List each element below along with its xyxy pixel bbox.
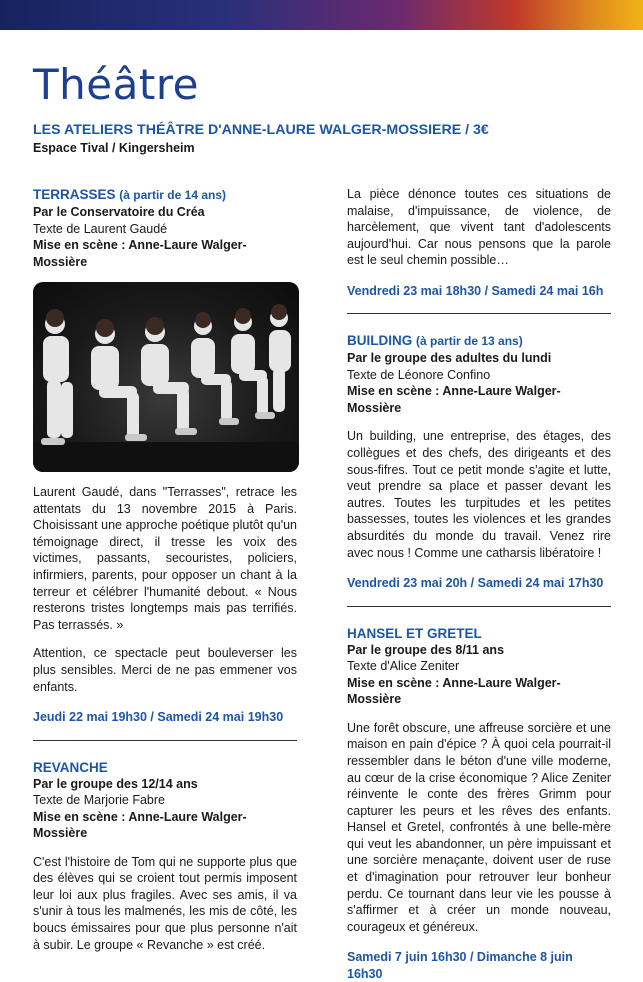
page-subtitle: LES ATELIERS THÉÂTRE D'ANNE-LAURE WALGER-MOSSIERE / 3€: [33, 122, 489, 138]
show-group: Par le groupe des adultes du lundi: [347, 351, 552, 366]
section-divider: [347, 606, 611, 607]
show-direction: Mise en scène : Anne-Laure Walger-Mossière: [33, 238, 247, 269]
show-direction: Mise en scène : Anne-Laure Walger-Mossière: [347, 675, 561, 707]
show-group: Par le groupe des 12/14 ans: [33, 776, 198, 791]
show-title: [347, 332, 611, 350]
show-group: Par le groupe des 8/11 ans: [347, 642, 505, 657]
stage-photo: [33, 282, 299, 472]
left-column: [33, 186, 297, 953]
show-description-continued: La pièce dénonce toutes ces situations de malaise, d'impuissance, de violence, de harcèlement, que vivent tant d'adolescents aujourd'hui. Car nous pensons que la parole est le seul chemin possible…: [347, 187, 611, 268]
show-author: Texte de Marjorie Fabre: [33, 793, 166, 808]
page-title: Théâtre: [33, 60, 200, 109]
show-title-text: REVANCHE: [33, 759, 108, 775]
section-divider: [347, 313, 611, 314]
age-note: (à partir de 13 ans): [416, 334, 523, 349]
show-dates: Vendredi 23 mai 20h / Samedi 24 mai 17h30: [347, 576, 604, 591]
show-title-text: BUILDING: [347, 333, 413, 349]
show-description: Un building, une entreprise, des étages, des collègues et des chefs, des dirigeants et des sous-fifres. Tout ce petit monde s'agite et lutte, veut prendre sa place et passer devant les autres. Toutes les turpitudes et les petites bassesses, toutes les violences et les grandes absurdités du monde du travail. Venez rire avec nous ! Comme une catharsis libératoire !: [347, 429, 611, 560]
show-revanche-continued: [347, 186, 611, 299]
show-title: [347, 625, 611, 642]
show-terrasses: [33, 186, 297, 726]
section-divider: [33, 740, 297, 741]
show-title: [33, 186, 297, 204]
venue-line: Espace Tival / Kingersheim: [33, 141, 195, 155]
age-note: (à partir de 14 ans): [119, 188, 227, 202]
show-building: [347, 332, 611, 591]
show-direction: Mise en scène : Anne-Laure Walger-Mossière: [33, 809, 247, 841]
show-title-text: HANSEL ET GRETEL: [347, 625, 482, 641]
show-description: Laurent Gaudé, dans "Terrasses", retrace les attentats du 13 novembre 2015 à Paris. Choisissant une approche poétique plutôt qu'un témoignage direct, il tresse les voix des victimes, passants, secouristes, policiers, infirmiers, parents, pour opposer un chant à la terreur et célébrer l'humanité debout. « Nous resterons tristes longtemps mais pas terrifiés. Pas terrassés. »: [33, 485, 297, 632]
show-author: Texte de Léonore Confino: [347, 367, 491, 382]
show-hansel-et-gretel: [347, 625, 611, 982]
show-description: C'est l'histoire de Tom qui ne supporte plus que des élèves qui se croient tout permis imposent leur loi aux plus fragiles. Avec ses amis, il va s'unir à tous les malmenés, les mis de côté, les boucs émissaires pour que plus personne n'ait à subir. Le groupe « Revanche » est créé.: [33, 854, 297, 952]
show-dates: Jeudi 22 mai 19h30 / Samedi 24 mai 19h30: [33, 710, 284, 725]
show-warning: Attention, ce spectacle peut bouleverser les plus sensibles. Merci de ne pas emmener vos enfants.: [33, 646, 297, 694]
show-author: Texte d'Alice Zeniter: [347, 659, 460, 674]
show-dates: Vendredi 23 mai 18h30 / Samedi 24 mai 16h: [347, 283, 604, 298]
show-revanche: [33, 759, 297, 954]
show-author: Texte de Laurent Gaudé: [33, 221, 168, 236]
show-title-text: TERRASSES: [33, 187, 116, 202]
show-dates: Samedi 7 juin 16h30 / Dimanche 8 juin 16h30: [347, 950, 573, 981]
show-direction: Mise en scène : Anne-Laure Walger-Mossière: [347, 384, 561, 415]
show-group: Par le Conservatoire du Créa: [33, 205, 205, 219]
show-description: Une forêt obscure, une affreuse sorcière et une maison en pain d'épice ? À quoi cela pourrait-il ressembler dans le béton d'une ville moderne, au cœur de la crise économique ? Alice Zeniter réinvente le conte des frères Grimm pour capturer les peurs et les rêves des enfants. Hansel et Gretel, confrontés à une belle-mère qui veut les abandonner, un père impuissant et une sorcière menaçante, doivent user de ruse et d'imagination pour retrouver leur bonheur perdu. Ce tournant dans leur vie les pousse à s'affirmer et à créer un monde nouveau, courageux et généreux.: [347, 720, 611, 934]
show-title: [33, 759, 297, 776]
right-column: [347, 186, 611, 982]
top-gradient-bar: [0, 0, 643, 30]
